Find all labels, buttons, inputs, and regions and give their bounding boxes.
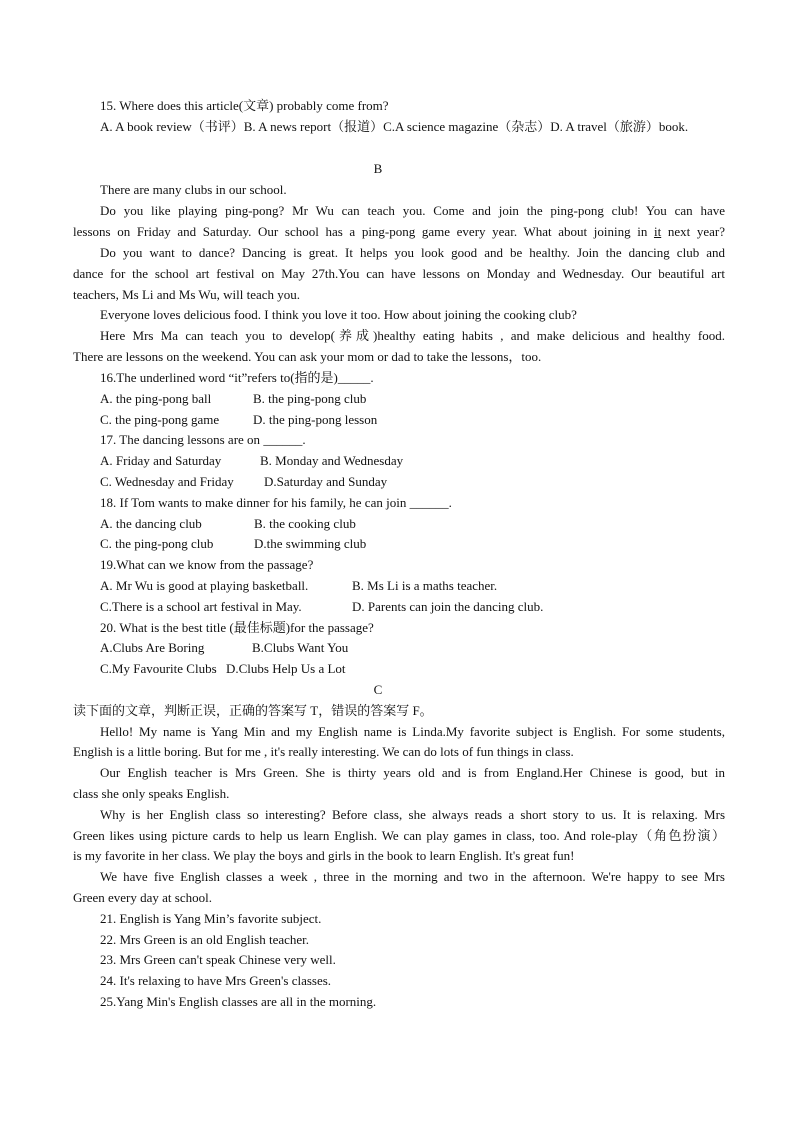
passage-b-p2-line1: Do you like playing ping-pong? Mr Wu can teach you. Come and join the ping-pong club! You can have	[100, 203, 725, 218]
statement-24: 24. It's relaxing to have Mrs Green's classes.	[100, 973, 332, 988]
passage-b-p5-line1: Here Mrs Ma can teach you to develop(养成)healthy eating habits , and make delicious and healthy food.	[100, 328, 725, 343]
passage-c-p4-line1: We have five English classes a week , three in the morning and two in the afternoon. We're happy to see Mrs	[100, 869, 725, 884]
question-15-options: A. A book review（书评）B. A news report（报道）C.A science magazine（杂志）D. A travel（旅游）book.	[100, 119, 689, 134]
option-a: A. the ping-pong ball	[100, 391, 212, 406]
option-a: A. Mr Wu is good at playing basketball.	[100, 578, 309, 593]
option-d: D. Parents can join the dancing club.	[352, 599, 544, 614]
question-17-options-row1	[100, 451, 725, 472]
question-16-options-row1	[100, 389, 725, 410]
option-c: C. Wednesday and Friday	[100, 474, 234, 489]
passage-b-p3-line1: Do you want to dance? Dancing is great. It helps you look good and be healthy. Join the dancing club and	[100, 245, 725, 260]
option-c: C. the ping-pong game	[100, 412, 220, 427]
question-19-options-row1	[100, 576, 725, 597]
passage-b-p2-text-b: next year?	[661, 224, 725, 239]
answer-blank: ______.	[409, 495, 452, 510]
option-b: B. the cooking club	[254, 516, 356, 531]
underlined-it: it	[653, 224, 662, 239]
section-c-instruction: 读下面的文章，判断正误，正确的答案写 T，错误的答案写 F。	[73, 703, 433, 718]
option-b: B. the ping-pong club	[253, 391, 367, 406]
passage-c-p1-line2: English is a little boring. But for me , it's really interesting. We can do lots of fun things in class.	[73, 744, 574, 759]
question-15: 15. Where does this article(文章) probably come from?	[100, 98, 389, 113]
passage-c-p3-line1: Why is her English class so interesting? Before class, she always reads a short story to us. It is relaxing. Mrs	[100, 807, 725, 822]
statement-21: 21. English is Yang Min’s favorite subject.	[100, 911, 322, 926]
answer-blank: _____.	[337, 370, 374, 385]
option-a: A. Friday and Saturday	[100, 453, 222, 468]
question-19-options-row2	[100, 597, 725, 618]
statement-25: 25.Yang Min's English classes are all in the morning.	[100, 994, 377, 1009]
option-c: C.There is a school art festival in May.	[100, 599, 302, 614]
passage-b-p3-line2: dance for the school art festival on May 27th.You can have lessons on Monday and Wednesday. Our beautiful art	[73, 266, 725, 281]
question-18	[100, 493, 725, 514]
option-d: D.the swimming club	[254, 536, 367, 551]
statement-22: 22. Mrs Green is an old English teacher.	[100, 932, 310, 947]
passage-c-p2-line1: Our English teacher is Mrs Green. She is thirty years old and is from England.Her Chinese is good, but in	[100, 765, 725, 780]
question-17-text: 17. The dancing lessons are on	[100, 432, 264, 447]
passage-b-p5-line2: There are lessons on the weekend. You can ask your mom or dad to take the lessons，too.	[73, 349, 542, 364]
option-b: B.Clubs Want You	[252, 640, 349, 655]
statement-23: 23. Mrs Green can't speak Chinese very well.	[100, 952, 336, 967]
passage-b-p2-line2	[73, 222, 725, 243]
passage-b-p1: There are many clubs in our school.	[100, 182, 287, 197]
passage-b-p2-text-a: lessons on Friday and Saturday. Our school has a ping-pong game every year. What about joining in	[73, 224, 654, 239]
option-d: D.Saturday and Sunday	[264, 474, 388, 489]
answer-blank: ______.	[263, 432, 306, 447]
question-18-text: 18. If Tom wants to make dinner for his family, he can join	[100, 495, 410, 510]
option-a: A. the dancing club	[100, 516, 202, 531]
section-b-heading: B	[373, 161, 383, 176]
option-a: A.Clubs Are Boring	[100, 640, 205, 655]
question-16-options-row2	[100, 410, 725, 431]
option-c: C. the ping-pong club	[100, 536, 214, 551]
question-18-options-row1	[100, 514, 725, 535]
question-20: 20. What is the best title (最佳标题)for the passage?	[100, 620, 374, 635]
question-17-options-row2	[100, 472, 725, 493]
question-16-text: 16.The underlined word “it”refers to(指的是)	[100, 370, 338, 385]
passage-c-p4-line2: Green every day at school.	[73, 890, 212, 905]
question-16	[100, 368, 725, 389]
passage-b-p4: Everyone loves delicious food. I think you love it too. How about joining the cooking club?	[100, 307, 577, 322]
option-c: C.My Favourite Clubs	[100, 661, 217, 676]
question-17	[100, 430, 725, 451]
question-19: 19.What can we know from the passage?	[100, 557, 314, 572]
passage-c-p1-line1: Hello! My name is Yang Min and my English name is Linda.My favorite subject is English. For some students,	[100, 724, 725, 739]
passage-c-p3-line3: is my favorite in her class. We play the boys and girls in the book to learn English. It's great fun!	[73, 848, 575, 863]
option-d: D. the ping-pong lesson	[253, 412, 378, 427]
option-d: D.Clubs Help Us a Lot	[226, 661, 346, 676]
question-18-options-row2	[100, 534, 725, 555]
passage-c-p2-line2: class she only speaks English.	[73, 786, 230, 801]
passage-b-p3-line3: teachers, Ms Li and Ms Wu, will teach you.	[73, 287, 301, 302]
option-b: B. Ms Li is a maths teacher.	[352, 578, 498, 593]
option-b: B. Monday and Wednesday	[260, 453, 404, 468]
question-20-options-row2	[100, 659, 725, 680]
section-c-heading: C	[373, 682, 383, 697]
passage-c-p3-line2: Green likes using picture cards to help us learn English. We can play games in class, too. And role-play（角色扮演）	[73, 828, 725, 843]
question-20-options-row1	[100, 638, 725, 659]
